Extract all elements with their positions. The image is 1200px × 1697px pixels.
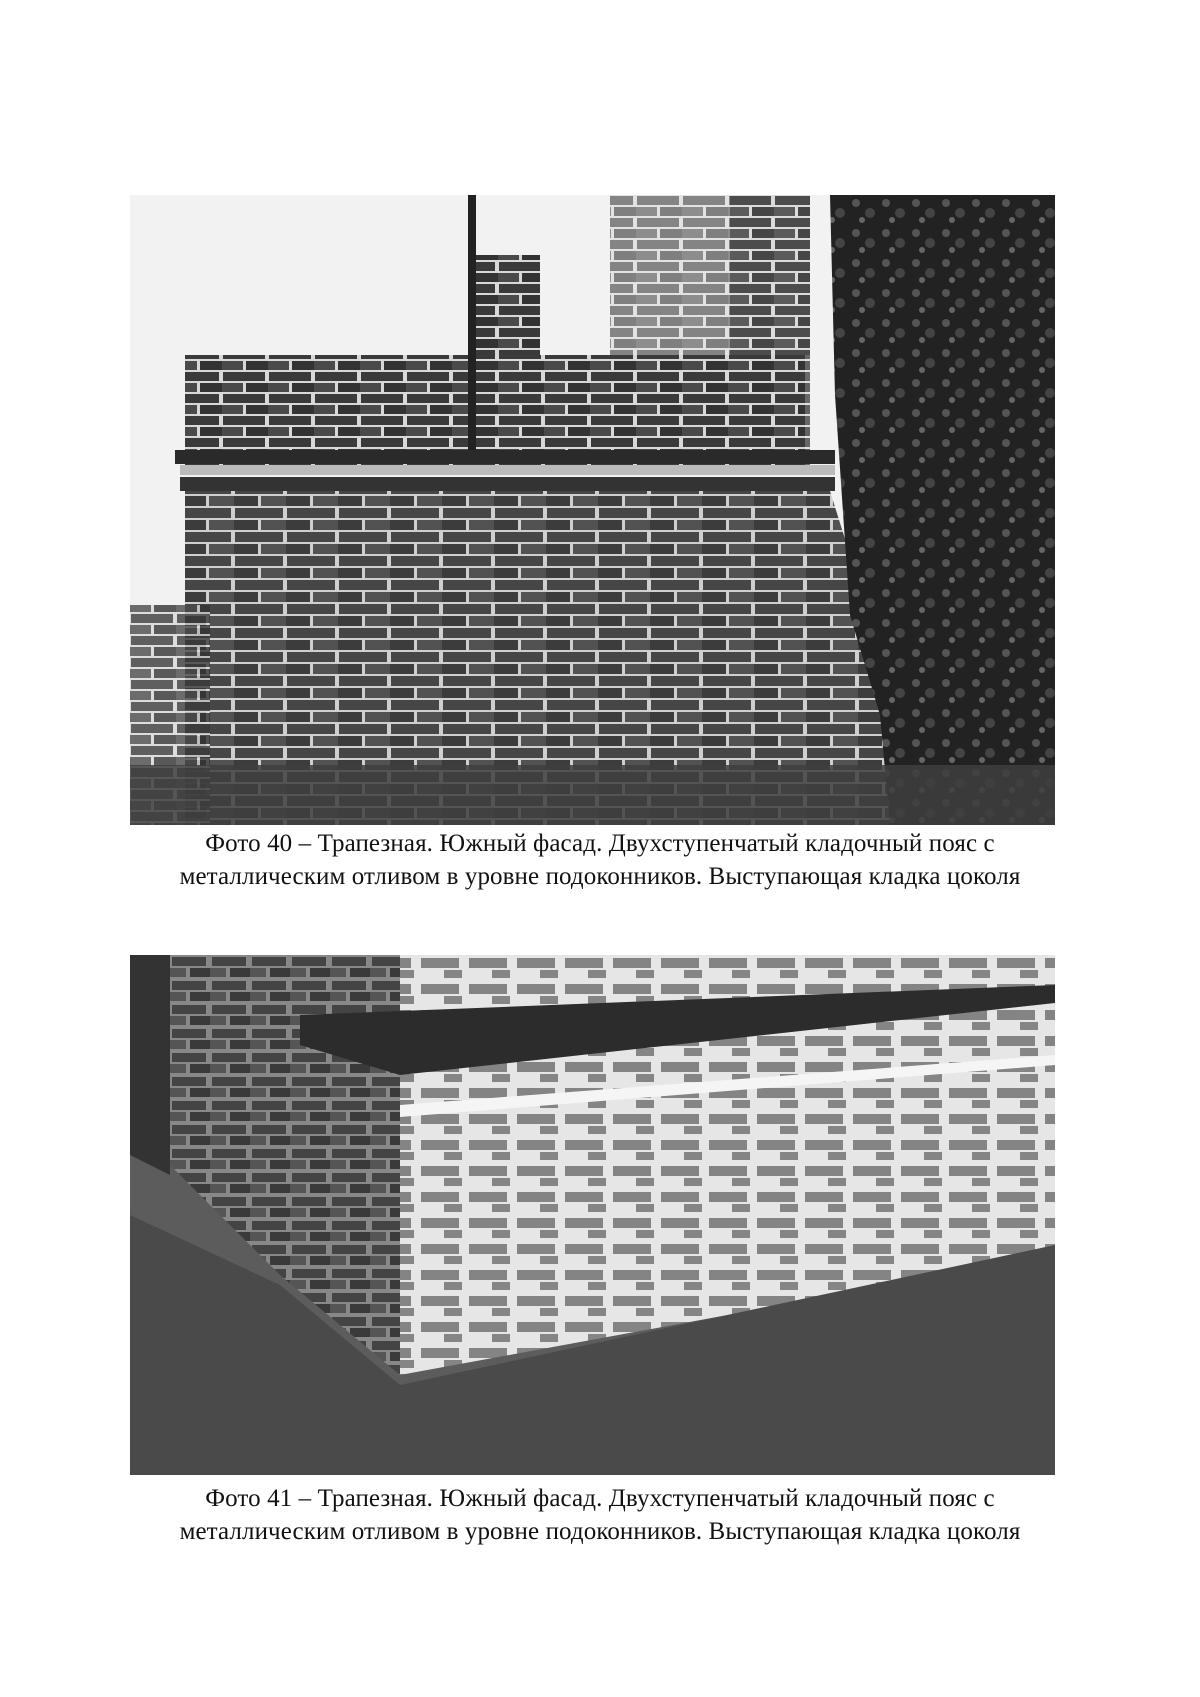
photo-41-caption <box>100 1482 1100 1548</box>
photo-41-brick-corner <box>130 955 1055 1475</box>
photo-40-caption-line-1: Фото 40 – Трапезная. Южный фасад. Двухступенчатый кладочный пояс с <box>205 830 995 857</box>
photo-41-caption-line-2: металлическим отливом в уровне подоконников. Выступающая кладка цоколя <box>179 1518 1021 1545</box>
photo-40-caption-line-2: металлическим отливом в уровне подоконников. Выступающая кладка цоколя <box>179 863 1021 890</box>
photo-41-caption-line-1: Фото 41 – Трапезная. Южный фасад. Двухступенчатый кладочный пояс с <box>205 1485 995 1512</box>
photo-40-brick-facade <box>130 195 1055 825</box>
photo-40-caption <box>100 827 1100 893</box>
